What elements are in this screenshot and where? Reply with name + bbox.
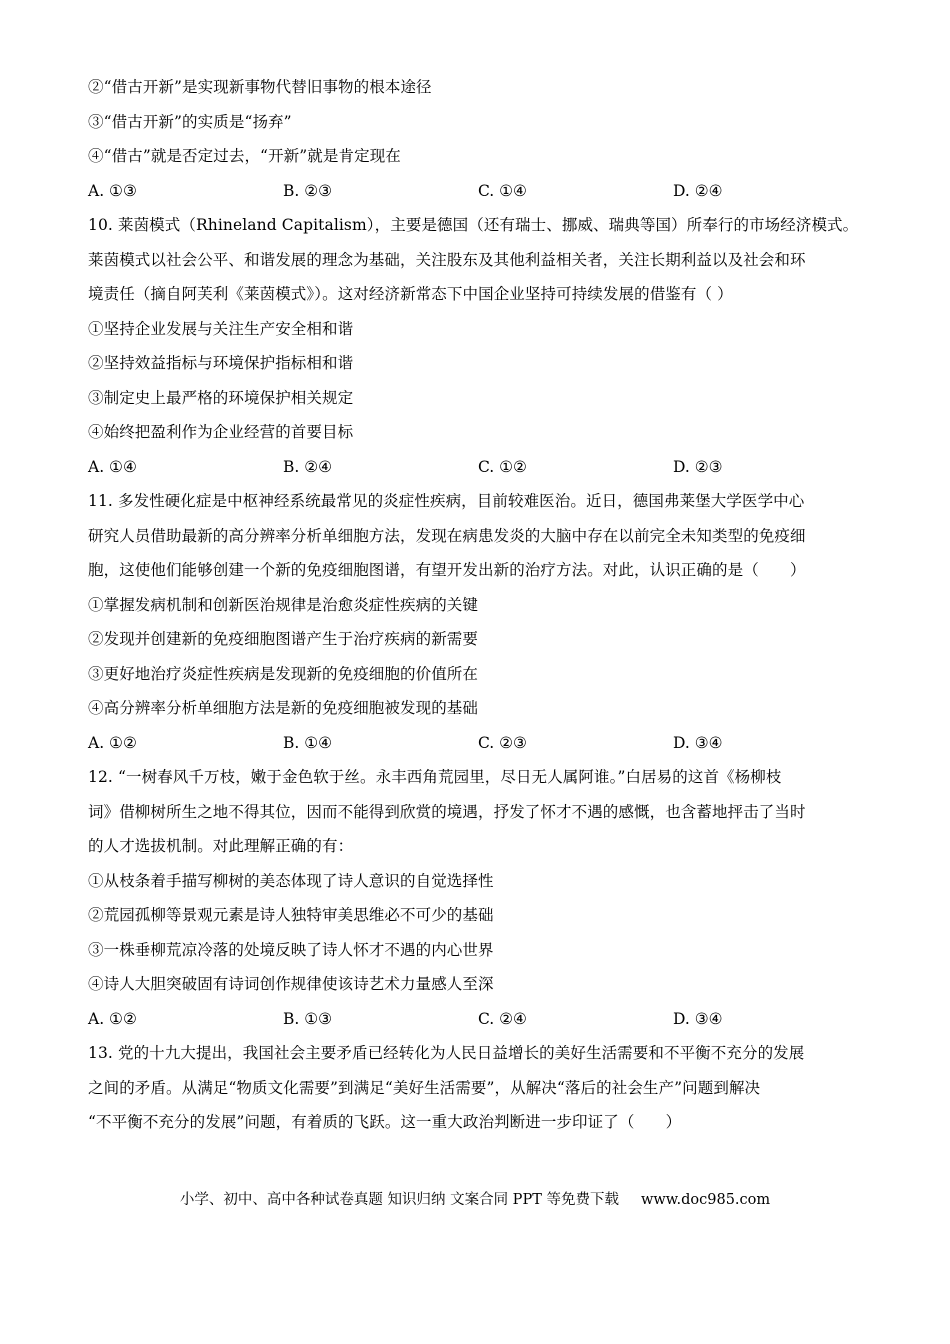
option-d: D. ③④ [673,1009,723,1028]
question-stem: 10. 莱茵模式（Rhineland Capitalism），主要是德国（还有瑞士、挪威、瑞典等国）所奉行的市场经济模式。 [88,216,859,234]
statement: ②“借古开新”是实现新事物代替旧事物的根本途径 [88,78,432,96]
answer-options [88,726,888,761]
question-stem: 12. “一树春风千万枝，嫩于金色软于丝。永丰西角荒园里，尽日无人属阿谁。”白居易的这首《杨柳枝 [88,768,782,786]
question-stem: 11. 多发性硬化症是中枢神经系统最常见的炎症性疾病，目前较难医治。近日，德国弗莱堡大学医学中心 [88,492,805,510]
option-b: B. ②④ [283,457,333,476]
option-a: A. ①③ [88,181,137,200]
option-a: A. ①④ [88,457,137,476]
statement: ②坚持效益指标与环境保护指标相和谐 [88,354,354,372]
option-a: A. ①② [88,1009,137,1028]
option-b: B. ②③ [283,181,333,200]
option-a: A. ①② [88,733,137,752]
question-stem: 研究人员借助最新的高分辨率分析单细胞方法，发现在病患发炎的大脑中存在以前完全未知类型的免疫细 [88,526,806,545]
answer-options [88,174,888,209]
footer-url[interactable]: www.doc985.com [640,1192,771,1208]
statement: ③制定史上最严格的环境保护相关规定 [88,388,354,407]
statement: ①坚持企业发展与关注生产安全相和谐 [88,319,354,338]
answer-options [88,450,888,485]
statement: ④高分辨率分析单细胞方法是新的免疫细胞被发现的基础 [88,699,479,717]
option-c: C. ②③ [478,733,527,752]
statement: ②发现并创建新的免疫细胞图谱产生于治疗疾病的新需要 [88,630,479,648]
statement: ④诗人大胆突破固有诗词创作规律使该诗艺术力量感人至深 [88,975,494,993]
statement: ②荒园孤柳等景观元素是诗人独特审美思维必不可少的基础 [88,906,494,924]
option-d: D. ②④ [673,181,723,200]
question-stem: 莱茵模式以社会公平、和谐发展的理念为基础，关注股东及其他利益相关者，关注长期利益以及社会和环 [88,250,806,269]
option-c: C. ②④ [478,1009,527,1028]
option-c: C. ①④ [478,181,527,200]
question-stem: 13. 党的十九大提出，我国社会主要矛盾已经转化为人民日益增长的美好生活需要和不平衡不充分的发展 [88,1044,805,1062]
statement: ①掌握发病机制和创新医治规律是治愈炎症性疾病的关键 [88,595,479,614]
question-stem: 境责任（摘自阿芙利《莱茵模式》）。这对经济新常态下中国企业坚持可持续发展的借鉴有（ ） [88,285,733,303]
answer-options [88,1002,888,1037]
statement: ③“借古开新”的实质是“扬弃” [88,112,292,131]
page-content [88,70,888,1140]
option-b: B. ①③ [283,1009,333,1028]
option-d: D. ③④ [673,733,723,752]
option-b: B. ①④ [283,733,333,752]
question-stem: 之间的矛盾。从满足“物质文化需要”到满足“美好生活需要”，从解决“落后的社会生产”问题到解决 [88,1078,761,1097]
statement: ④“借古”就是否定过去，“开新”就是肯定现在 [88,147,401,165]
statement: ③一株垂柳荒凉冷落的处境反映了诗人怀才不遇的内心世界 [88,940,494,959]
question-stem: 胞，这使他们能够创建一个新的免疫细胞图谱，有望开发出新的治疗方法。对此，认识正确的是（ ） [88,561,806,579]
option-d: D. ②③ [673,457,723,476]
statement: ④始终把盈利作为企业经营的首要目标 [88,423,354,441]
statement: ①从枝条着手描写柳树的美态体现了诗人意识的自觉选择性 [88,871,494,890]
footer-text: 小学、初中、高中各种试卷真题 知识归纳 文案合同 PPT 等免费下载 [179,1192,619,1208]
page-footer [0,1188,950,1212]
statement: ③更好地治疗炎症性疾病是发现新的免疫细胞的价值所在 [88,664,479,683]
question-stem: 词》借柳树所生之地不得其位，因而不能得到欣赏的境遇，抒发了怀才不遇的感慨，也含蓄地抨击了当时 [88,802,806,821]
option-c: C. ①② [478,457,527,476]
question-stem: “不平衡不充分的发展”问题，有着质的飞跃。这一重大政治判断进一步印证了（ ） [88,1113,682,1131]
question-stem: 的人才选拔机制。对此理解正确的有： [88,837,354,855]
